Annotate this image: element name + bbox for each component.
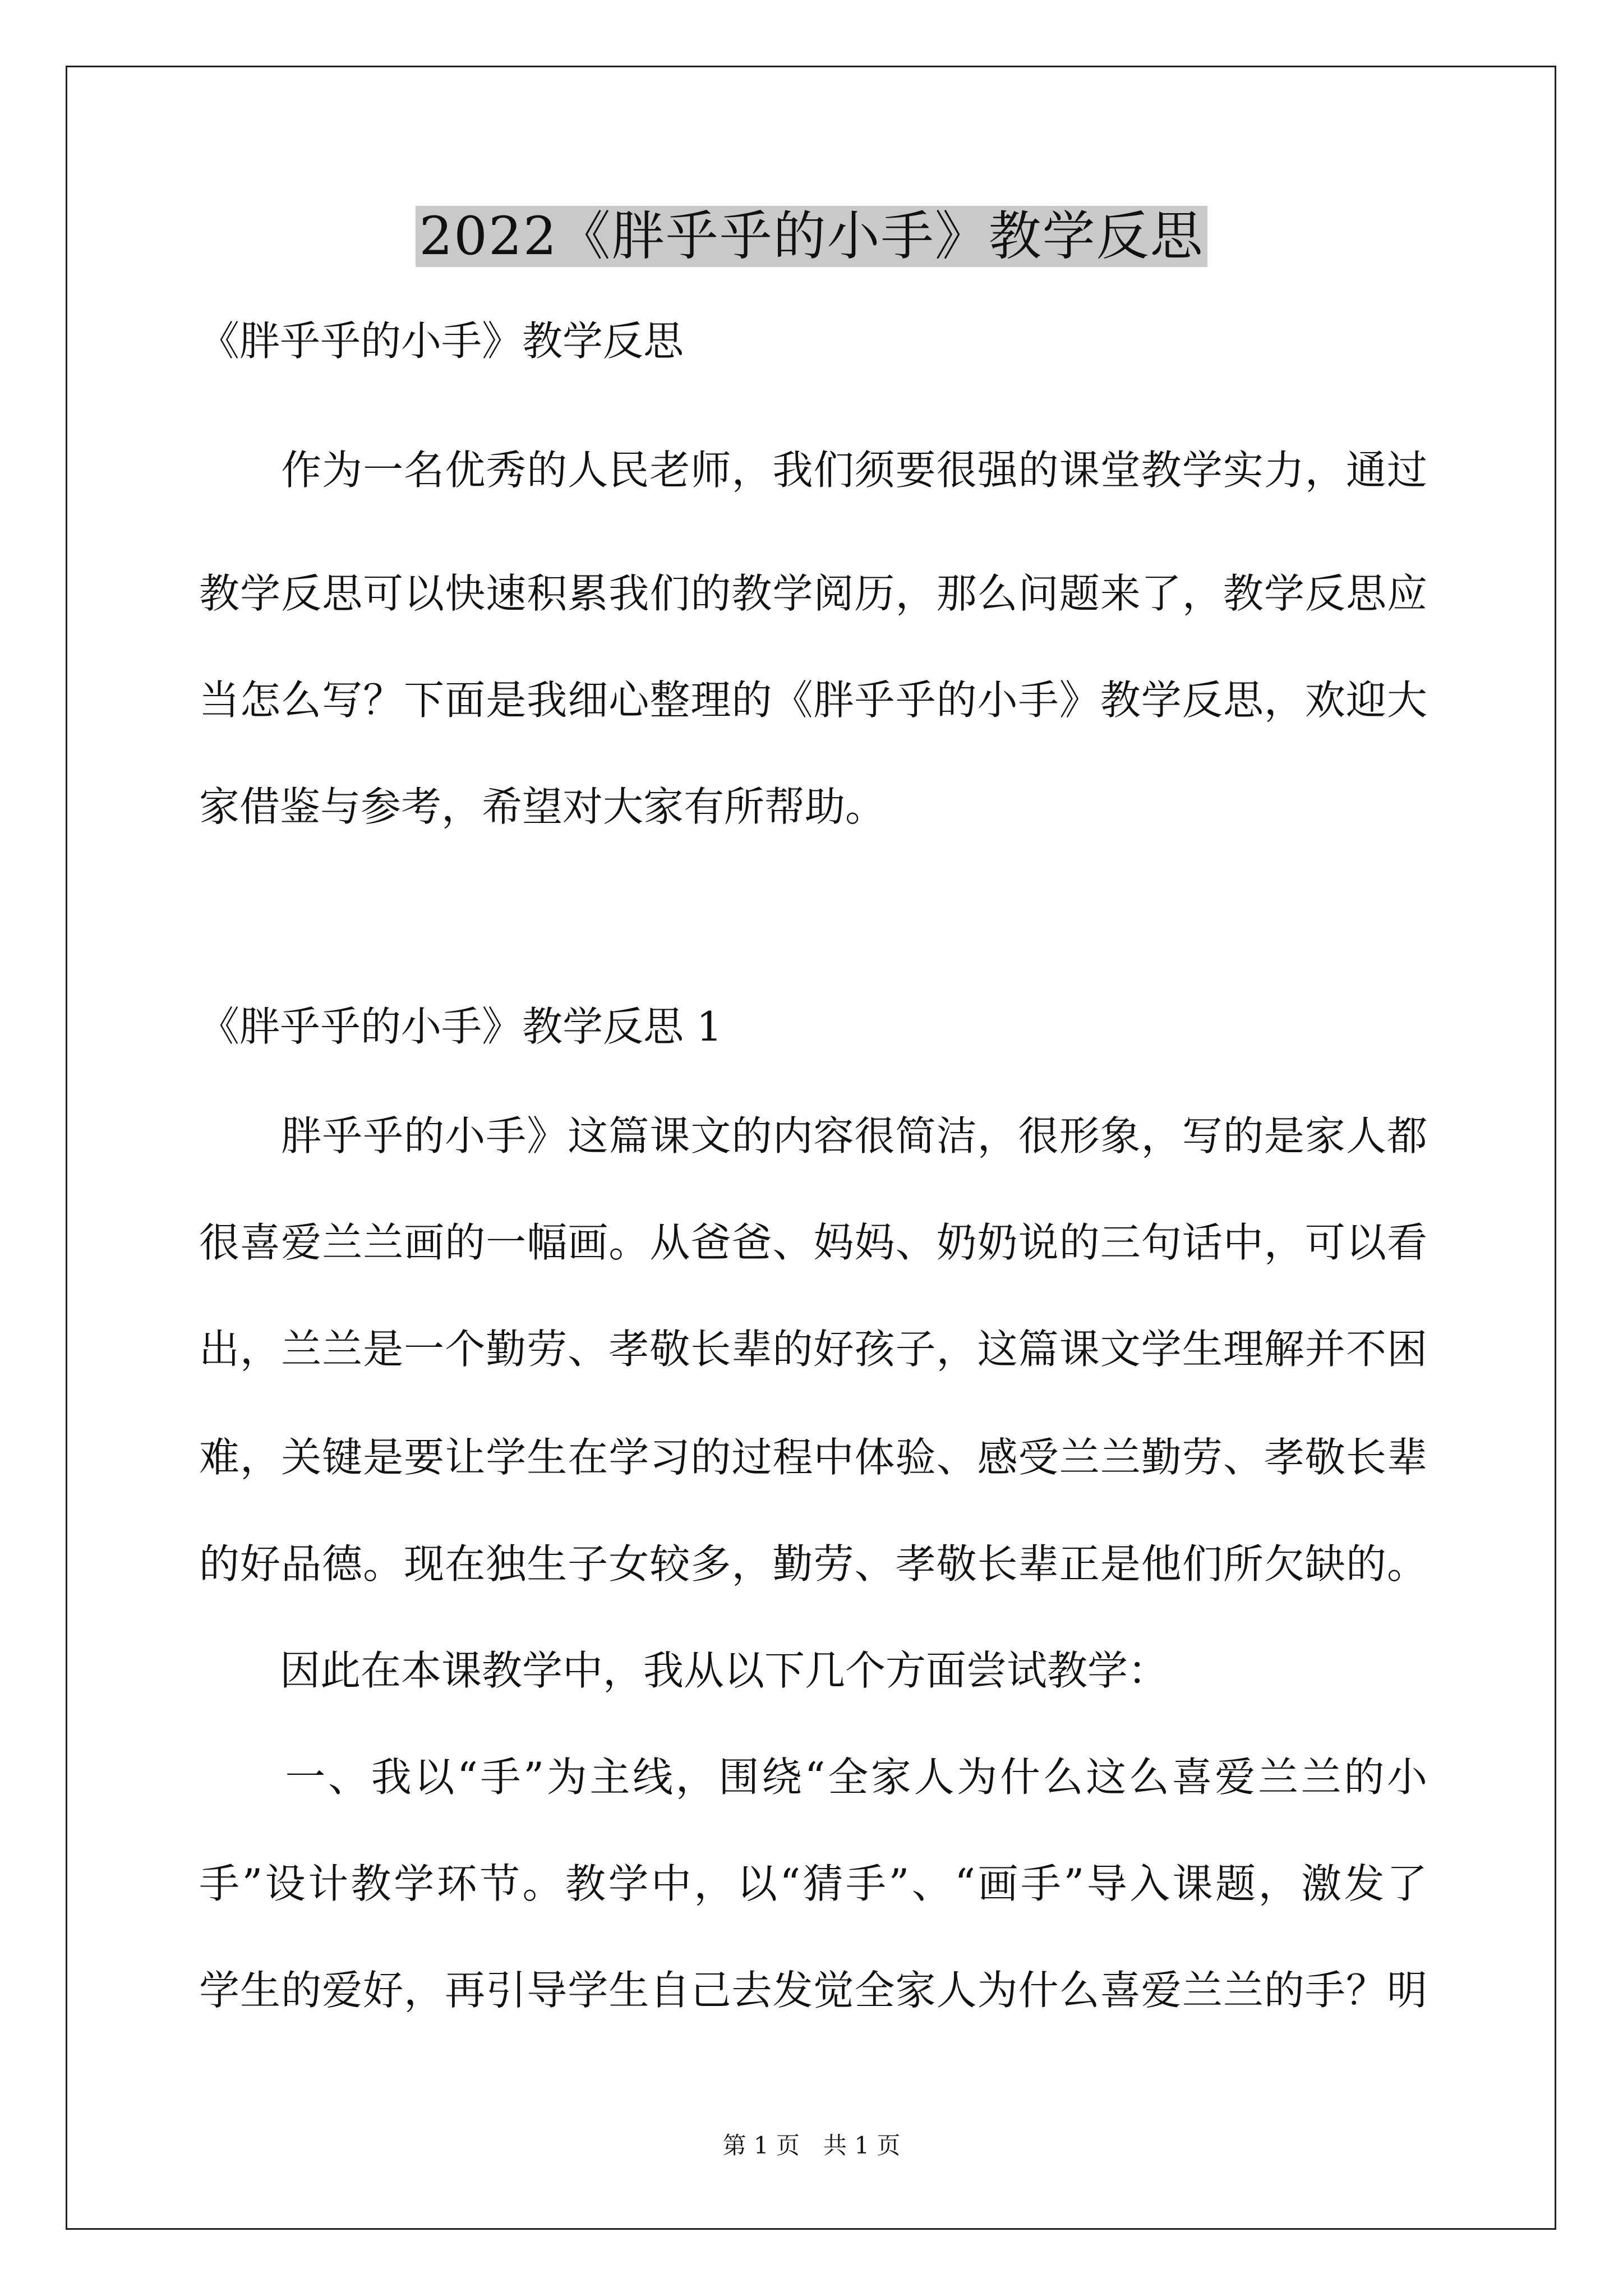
paragraph-line: 很喜爱兰兰画的一幅画。从爸爸、妈妈、奶奶说的三句话中，可以看 <box>199 1219 1427 1266</box>
section-heading: 《胖乎乎的小手》教学反思 1 <box>199 1003 722 1050</box>
intro-line: 当怎么写？下面是我细心整理的《胖乎乎的小手》教学反思，欢迎大 <box>199 677 1427 724</box>
document-subtitle: 《胖乎乎的小手》教学反思 <box>199 318 684 365</box>
paragraph-line: 因此在本课教学中，我从以下几个方面尝试教学： <box>199 1647 1169 1694</box>
paragraph-line: 一、我以“手”为主线，围绕“全家人为什么这么喜爱兰兰的小 <box>199 1754 1427 1801</box>
paragraph-line: 手”设计教学环节。教学中，以“猜手”、“画手”导入课题，激发了 <box>199 1860 1427 1907</box>
paragraph-line: 出，兰兰是一个勤劳、孝敬长辈的好孩子，这篇课文学生理解并不困 <box>199 1326 1427 1373</box>
paragraph-line: 难，关键是要让学生在学习的过程中体验、感受兰兰勤劳、孝敬长辈 <box>199 1434 1427 1481</box>
paragraph-line: 胖乎乎的小手》这篇课文的内容很简洁，很形象，写的是家人都 <box>199 1112 1427 1159</box>
page-footer: 第 1 页 共 1 页 <box>722 2132 901 2159</box>
paragraph-line: 学生的爱好，再引导学生自己去发觉全家人为什么喜爱兰兰的手？明 <box>199 1967 1427 2014</box>
intro-line: 教学反思可以快速积累我们的教学阅历，那么问题来了，教学反思应 <box>199 570 1427 617</box>
intro-line: 作为一名优秀的人民老师，我们须要很强的课堂教学实力，通过 <box>199 447 1427 494</box>
document-title: 2022《胖乎乎的小手》教学反思 <box>0 197 1623 276</box>
paragraph-line: 的好品德。现在独生子女较多，勤劳、孝敬长辈正是他们所欠缺的。 <box>199 1540 1427 1588</box>
intro-line: 家借鉴与参考，希望对大家有所帮助。 <box>199 783 886 830</box>
